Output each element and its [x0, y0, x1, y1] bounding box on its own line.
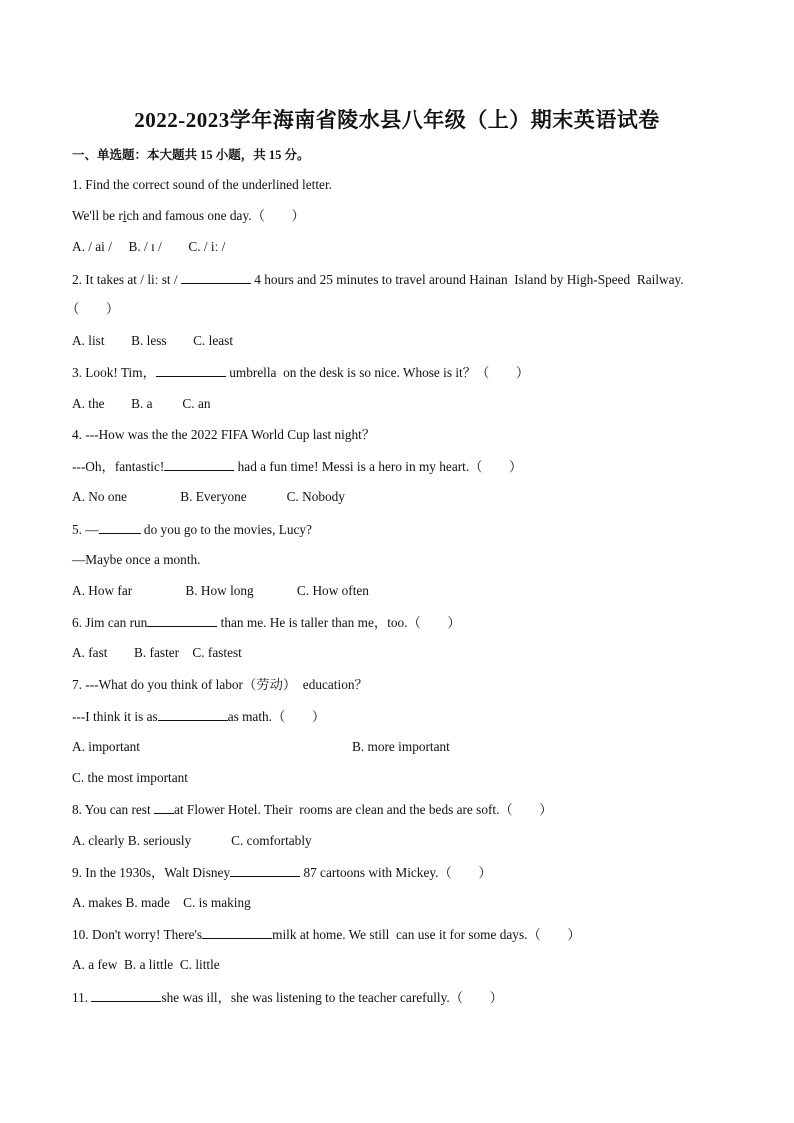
- answer-blank: [202, 925, 272, 939]
- question-4-options: A. No one B. Everyone C. Nobody: [72, 489, 345, 504]
- question-3-stem: 3. Look! Tim， umbrella on the desk is so nice. Whose is it？（ ）: [72, 365, 530, 380]
- question-7-option-b: B. more important: [352, 739, 450, 754]
- answer-blank: [91, 988, 161, 1002]
- question-2-paren: （ ）: [66, 301, 120, 316]
- section-header: 一、单选题：本大题共 15 小题，共 15 分。: [72, 148, 310, 162]
- question-6-options: A. fast B. faster C. fastest: [72, 645, 242, 660]
- question-7-option-c: C. the most important: [72, 770, 188, 785]
- answer-blank: [147, 613, 217, 627]
- answer-blank: [154, 800, 174, 814]
- question-10-options: A. a few B. a little C. little: [72, 957, 220, 972]
- answer-blank: [164, 457, 234, 471]
- question-4-line2: ---Oh，fantastic! had a fun time! Messi is a hero in my heart.（ ）: [72, 459, 523, 474]
- answer-blank: [99, 520, 141, 534]
- question-7-line2: ---I think it is as as math.（ ）: [72, 709, 326, 724]
- question-9-stem: 9. In the 1930s，Walt Disney 87 cartoons with Mickey.（ ）: [72, 865, 492, 880]
- question-3-options: A. the B. a C. an: [72, 396, 211, 411]
- question-7-line1: 7. ---What do you think of labor（劳动） education？: [72, 677, 368, 692]
- question-6-stem: 6. Jim can run than me. He is taller than me，too.（ ）: [72, 615, 461, 630]
- question-1-options: A. / ai / B. / ɪ / C. / iː /: [72, 239, 226, 254]
- question-4-line1: 4. ---How was the the 2022 FIFA World Cup last night？: [72, 427, 376, 442]
- answer-blank: [230, 863, 300, 877]
- question-7-option-a: A. important: [72, 739, 140, 754]
- question-11-stem: 11. she was ill，she was listening to the teacher carefully.（ ）: [72, 990, 503, 1005]
- question-2-options: A. list B. less C. least: [72, 333, 234, 348]
- question-5-options: A. How far B. How long C. How often: [72, 583, 369, 598]
- question-10-stem: 10. Don't worry! There's milk at home. We still can use it for some days.（ ）: [72, 927, 581, 942]
- question-5-line1: 5. — do you go to the movies, Lucy?: [72, 522, 312, 537]
- question-8-stem: 8. You can rest at Flower Hotel. Their rooms are clean and the beds are soft.（ ）: [72, 802, 553, 817]
- question-5-line2: —Maybe once a month.: [72, 552, 201, 567]
- answer-blank: [156, 363, 226, 377]
- page-title: 2022-2023学年海南省陵水县八年级（上）期末英语试卷: [134, 108, 660, 132]
- answer-blank: [158, 707, 228, 721]
- question-1-sentence: We'll be rich and famous one day.（ ）: [72, 208, 305, 223]
- question-1-stem: 1. Find the correct sound of the underlined letter.: [72, 177, 332, 192]
- question-2-stem: 2. It takes at / liː st / 4 hours and 25 minutes to travel around Hainan Island by High-Speed Railway.: [72, 272, 684, 287]
- question-9-options: A. makes B. made C. is making: [72, 895, 251, 910]
- answer-blank: [181, 270, 251, 284]
- question-8-options: A. clearly B. seriously C. comfortably: [72, 833, 312, 848]
- underlined-letter: i: [122, 208, 127, 223]
